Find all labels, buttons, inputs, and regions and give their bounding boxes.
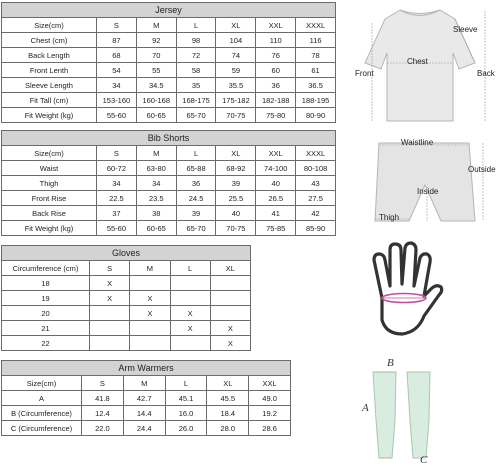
- table-row: [2, 321, 251, 336]
- table-cell: X: [170, 306, 210, 321]
- table-cell: 55: [136, 63, 176, 78]
- table-cell: 75-85: [256, 221, 296, 236]
- table-cell: 75-80: [256, 108, 296, 123]
- table-row: [2, 161, 336, 176]
- table-title: Jersey: [2, 3, 336, 18]
- column-header: S: [90, 261, 130, 276]
- table-cell: [210, 306, 250, 321]
- table-cell: 60: [256, 63, 296, 78]
- table-cell: 68-92: [216, 161, 256, 176]
- arm-warmer-label-a: A: [362, 402, 369, 414]
- table-row: [2, 221, 336, 236]
- table-cell: 65-70: [176, 221, 216, 236]
- table-cell: 92: [136, 33, 176, 48]
- jersey-label-back: Back: [477, 69, 495, 78]
- table-cell: [130, 321, 170, 336]
- table-cell: 65-88: [176, 161, 216, 176]
- row-label: 21: [2, 321, 90, 336]
- jersey-diagram: [355, 3, 500, 128]
- table-cell: 98: [176, 33, 216, 48]
- table-cell: 36: [256, 78, 296, 93]
- table-cell: 22.5: [97, 191, 137, 206]
- column-header: XXXL: [296, 146, 336, 161]
- table-cell: X: [90, 291, 130, 306]
- table-cell: X: [210, 336, 250, 351]
- table-cell: 110: [256, 33, 296, 48]
- table-row: [2, 421, 291, 436]
- gloves-size-table: [1, 245, 251, 351]
- table-row: [2, 336, 251, 351]
- column-header: Size(cm): [2, 376, 82, 391]
- table-cell: 104: [216, 33, 256, 48]
- table-cell: [170, 336, 210, 351]
- table-cell: [130, 276, 170, 291]
- table-cell: 55-60: [97, 108, 137, 123]
- row-label: 22: [2, 336, 90, 351]
- table-cell: 55-60: [97, 221, 137, 236]
- column-header: XL: [207, 376, 249, 391]
- column-header: M: [123, 376, 165, 391]
- table-cell: 28.0: [207, 421, 249, 436]
- row-label: A: [2, 391, 82, 406]
- arm-warmers-diagram: [360, 357, 460, 468]
- glove-diagram: [360, 240, 445, 345]
- row-label: Back Length: [2, 48, 97, 63]
- table-cell: 59: [216, 63, 256, 78]
- row-label: Front Rise: [2, 191, 97, 206]
- table-cell: 43: [296, 176, 336, 191]
- table-cell: 24.4: [123, 421, 165, 436]
- glove-hand-icon: [360, 240, 445, 345]
- jersey-table-body: [2, 3, 336, 123]
- table-cell: 45.5: [207, 391, 249, 406]
- table-title-row: [2, 3, 336, 18]
- row-label: 19: [2, 291, 90, 306]
- table-cell: X: [170, 321, 210, 336]
- column-header: Size(cm): [2, 18, 97, 33]
- bib-shorts-size-table: [1, 130, 336, 236]
- table-cell: 68: [97, 48, 137, 63]
- table-cell: 70-75: [216, 221, 256, 236]
- table-cell: 26.5: [256, 191, 296, 206]
- jersey-label-chest: Chest: [407, 57, 428, 66]
- table-cell: [210, 291, 250, 306]
- table-title: Arm Warmers: [2, 361, 291, 376]
- table-cell: 70-75: [216, 108, 256, 123]
- table-cell: [170, 276, 210, 291]
- table-cell: 35.5: [216, 78, 256, 93]
- table-cell: 41.8: [82, 391, 124, 406]
- table-cell: 168-175: [176, 93, 216, 108]
- table-cell: 61: [296, 63, 336, 78]
- arm-warmer-label-b: B: [387, 357, 394, 369]
- table-cell: 14.4: [123, 406, 165, 421]
- table-cell: 35: [176, 78, 216, 93]
- table-cell: 116: [296, 33, 336, 48]
- row-label: Fit Weight (kg): [2, 221, 97, 236]
- table-cell: 42: [296, 206, 336, 221]
- table-cell: 153-160: [97, 93, 137, 108]
- table-cell: 39: [176, 206, 216, 221]
- table-row: [2, 33, 336, 48]
- table-cell: 160-168: [136, 93, 176, 108]
- column-header: L: [176, 18, 216, 33]
- table-cell: X: [130, 291, 170, 306]
- table-cell: 36: [176, 176, 216, 191]
- column-header: XL: [210, 261, 250, 276]
- table-cell: 37: [97, 206, 137, 221]
- table-row: [2, 78, 336, 93]
- table-cell: 54: [97, 63, 137, 78]
- table-cell: 58: [176, 63, 216, 78]
- column-header: XL: [216, 146, 256, 161]
- table-cell: 22.0: [82, 421, 124, 436]
- row-label: Front Lenth: [2, 63, 97, 78]
- column-header: Size(cm): [2, 146, 97, 161]
- column-header: L: [165, 376, 207, 391]
- table-cell: X: [90, 276, 130, 291]
- table-row: [2, 108, 336, 123]
- table-cell: 34: [97, 176, 137, 191]
- jersey-size-table: [1, 2, 336, 123]
- table-cell: 85-90: [296, 221, 336, 236]
- table-cell: 49.0: [249, 391, 291, 406]
- jersey-label-front: Front: [355, 69, 374, 78]
- bib-label-thigh: Thigh: [379, 213, 400, 222]
- table-cell: 24.5: [176, 191, 216, 206]
- table-cell: 45.1: [165, 391, 207, 406]
- table-cell: 87: [97, 33, 137, 48]
- table-cell: 60-65: [136, 108, 176, 123]
- table-cell: 16.0: [165, 406, 207, 421]
- table-cell: 182-188: [256, 93, 296, 108]
- row-label: B (Circumference): [2, 406, 82, 421]
- table-cell: 36.5: [296, 78, 336, 93]
- table-cell: 19.2: [249, 406, 291, 421]
- table-cell: 78: [296, 48, 336, 63]
- table-row: [2, 63, 336, 78]
- row-label: C (Circumference): [2, 421, 82, 436]
- column-header: XXL: [249, 376, 291, 391]
- table-cell: 63-80: [136, 161, 176, 176]
- column-header: S: [97, 18, 137, 33]
- table-cell: [90, 306, 130, 321]
- table-cell: 28.6: [249, 421, 291, 436]
- table-row: [2, 391, 291, 406]
- table-row: [2, 48, 336, 63]
- table-cell: 40: [256, 176, 296, 191]
- row-label: Fit Tall (cm): [2, 93, 97, 108]
- row-label: 20: [2, 306, 90, 321]
- row-label: Chest (cm): [2, 33, 97, 48]
- row-label: Sleeve Length: [2, 78, 97, 93]
- column-header: M: [136, 18, 176, 33]
- table-row: [2, 93, 336, 108]
- bib-shorts-table-body: [2, 131, 336, 236]
- table-cell: 39: [216, 176, 256, 191]
- table-cell: 18.4: [207, 406, 249, 421]
- table-row: [2, 206, 336, 221]
- column-header: S: [97, 146, 137, 161]
- arm-warmer-shapes-icon: [360, 360, 460, 468]
- table-cell: [90, 321, 130, 336]
- table-row: [2, 276, 251, 291]
- column-header: L: [176, 146, 216, 161]
- table-title-row: [2, 131, 336, 146]
- arm-warmers-table-body: [2, 361, 291, 436]
- table-cell: 65-70: [176, 108, 216, 123]
- column-header: Circumference (cm): [2, 261, 90, 276]
- table-cell: [130, 336, 170, 351]
- column-header: XL: [216, 18, 256, 33]
- table-title-row: [2, 246, 251, 261]
- table-cell: 25.5: [216, 191, 256, 206]
- table-row: [2, 406, 291, 421]
- table-cell: 80-108: [296, 161, 336, 176]
- row-label: Waist: [2, 161, 97, 176]
- table-cell: X: [130, 306, 170, 321]
- gloves-table-body: [2, 246, 251, 351]
- table-header-row: [2, 261, 251, 276]
- column-header: XXL: [256, 18, 296, 33]
- table-cell: 42.7: [123, 391, 165, 406]
- table-cell: 34: [97, 78, 137, 93]
- table-cell: 188-195: [296, 93, 336, 108]
- table-cell: 60-72: [97, 161, 137, 176]
- table-cell: 27.5: [296, 191, 336, 206]
- table-title-row: [2, 361, 291, 376]
- jersey-label-sleeve: Sleeve: [453, 25, 478, 34]
- column-header: L: [170, 261, 210, 276]
- table-title: Gloves: [2, 246, 251, 261]
- table-cell: 72: [176, 48, 216, 63]
- table-title: Bib Shorts: [2, 131, 336, 146]
- column-header: M: [130, 261, 170, 276]
- bib-label-waistline: Waistline: [401, 138, 434, 147]
- row-label: Thigh: [2, 176, 97, 191]
- column-header: M: [136, 146, 176, 161]
- table-cell: 70: [136, 48, 176, 63]
- table-header-row: [2, 146, 336, 161]
- table-cell: 74: [216, 48, 256, 63]
- bib-label-outside: Outside: [468, 165, 496, 174]
- row-label: Fit Weight (kg): [2, 108, 97, 123]
- table-cell: 34: [136, 176, 176, 191]
- table-cell: 74-100: [256, 161, 296, 176]
- table-cell: 175-182: [216, 93, 256, 108]
- table-cell: 38: [136, 206, 176, 221]
- arm-warmers-size-table: [1, 360, 291, 436]
- table-cell: 12.4: [82, 406, 124, 421]
- table-cell: 80-90: [296, 108, 336, 123]
- column-header: XXL: [256, 146, 296, 161]
- bib-shorts-diagram: [365, 133, 500, 233]
- column-header: S: [82, 376, 124, 391]
- table-cell: [90, 336, 130, 351]
- row-label: 18: [2, 276, 90, 291]
- table-header-row: [2, 376, 291, 391]
- table-cell: 41: [256, 206, 296, 221]
- table-cell: X: [210, 321, 250, 336]
- row-label: Back Rise: [2, 206, 97, 221]
- arm-warmer-label-c: C: [420, 454, 428, 466]
- table-cell: 26.0: [165, 421, 207, 436]
- table-cell: 60-65: [136, 221, 176, 236]
- table-cell: 40: [216, 206, 256, 221]
- table-cell: 34.5: [136, 78, 176, 93]
- table-cell: 76: [256, 48, 296, 63]
- table-row: [2, 191, 336, 206]
- table-cell: [170, 291, 210, 306]
- bib-label-inside: Inside: [417, 187, 439, 196]
- table-header-row: [2, 18, 336, 33]
- table-cell: 23.5: [136, 191, 176, 206]
- table-cell: [210, 276, 250, 291]
- column-header: XXXL: [296, 18, 336, 33]
- table-row: [2, 306, 251, 321]
- table-row: [2, 176, 336, 191]
- table-row: [2, 291, 251, 306]
